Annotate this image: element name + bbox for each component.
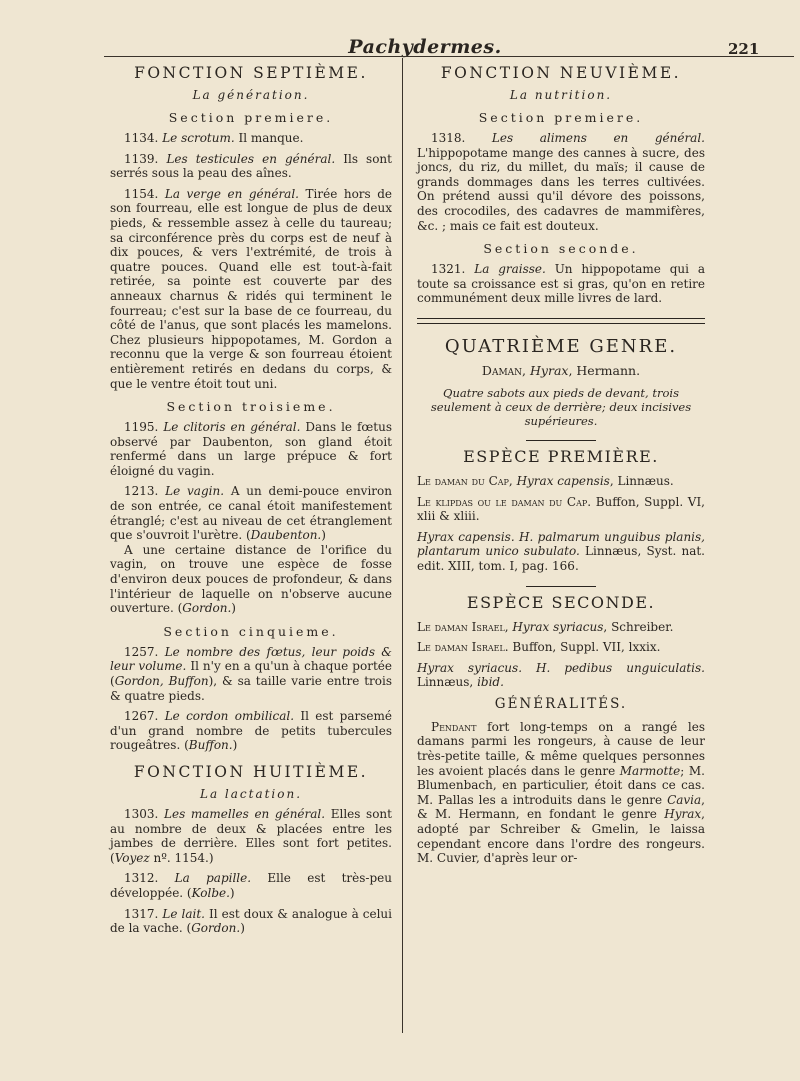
chapter-subtitle: La lactation. xyxy=(199,786,303,801)
species-heading: ESPÈCE PREMIÈRE. xyxy=(463,446,659,466)
column-divider xyxy=(402,58,403,1033)
generalities-text: Pendant fort long-temps on a rangé les damans parmi les rongeurs, à cause de leur très-petite taille, & même quelques personnes les avoient placés dans le genre Marmotte; M. Blumenbach, en particulier, étoit dans ce cas. M. Pallas les a introduits dans le genre Cavia, & M. Hermann, en fondant le genre Hyrax, adopté par Schreiber & Gmelin, le laissa cependant encore dans l'ordre des rongeurs. M. Cuvier, d'après leur or- xyxy=(417,719,705,866)
genus-description: Quatre sabots aux pieds de devant, trois seulement à ceux de derrière; deux incisives supérieures. xyxy=(430,385,692,428)
section-heading: Section premiere. xyxy=(478,110,644,125)
species-name: Le daman du Cap, Hyrax capensis, Linnæus. xyxy=(417,473,674,488)
genus-rule xyxy=(417,318,705,324)
species-heading: ESPÈCE SECONDE. xyxy=(466,592,656,612)
entry-1154: 1154. La verge en général. Tirée hors de son fourreau, elle est longue de plus de deux pieds, & ressemble assez à celle du taureau; sa circonférence près du corps est de neuf à dix pouces, & vers l'extrémité, de trois à quatre pouces. Quand elle est tout-à-fait retirée, sa pointe est couverte par des anneaux charnus & ridés qui terminent le fourreau; c'est sur la base de ce fourreau, du côté de l'anus, que sont placés les mamelons. Chez plusieurs hippopotames, M. Gordon a reconnu que la verge & son fourreau étoient entièrement retirés en dedans du corps, & que le ventre étoit tout uni. xyxy=(110,186,392,391)
section-heading: Section premiere. xyxy=(168,110,334,125)
generalities-heading: GÉNÉRALITÉS. xyxy=(494,695,628,712)
right-column xyxy=(417,64,705,872)
entry-1213: 1213. Le vagin. A un demi-pouce environ de son entrée, ce canal étoit manifestement étranglé; c'est au niveau de cet étranglement que s'ouvroit l'urètre. (Daubenton.) xyxy=(110,484,392,543)
entry-1139: 1139. Les testicules en général. Ils sont serrés sous la peau des aînes. xyxy=(110,151,392,181)
header-rule xyxy=(104,56,794,57)
entry-1312: 1312. La papille. Elle est très-peu développée. (Kolbe.) xyxy=(110,871,392,900)
entry-1134: 1134. Le scrotum. Il manque. xyxy=(124,131,304,145)
genus-name: Daman, Hyrax, Hermann. xyxy=(481,362,641,378)
chapter-subtitle: La nutrition. xyxy=(509,88,613,102)
entry-1267: 1267. Le cordon ombilical. Il est parsemé d'un grand nombre de petits tubercules rougeâtres. (Buffon.) xyxy=(110,709,392,753)
entry-1213-continued: A une certaine distance de l'orifice du vagin, on trouve une espèce de fosse d'environ deux pouces de profondeur, & dans l'intérieur de laquelle on n'observe aucune ouverture. (Gordon.) xyxy=(110,542,392,616)
species-rule xyxy=(526,586,596,587)
species-synonym: Hyrax capensis. H. palmarum unguibus planis, plantarum unico subulato. Linnæus, Syst. nat. edit. XIII, tom. I, pag. 166. xyxy=(417,529,705,573)
chapter-heading: FONCTION HUITIÈME. xyxy=(133,762,369,781)
entry-1195: 1195. Le clitoris en général. Dans le fœtus observé par Daubenton, son gland étoit renfermé dans un large prépuce & fort éloigné du vagin. xyxy=(110,420,392,478)
running-header: Pachydermes. xyxy=(348,36,502,58)
species-synonym: Le klipdas ou le daman du Cap. Buffon, Suppl. VI, xlii & xliii. xyxy=(417,494,706,524)
page-number: 221 xyxy=(728,40,760,58)
section-heading: Section cinquieme. xyxy=(163,623,339,639)
entry-1257: 1257. Le nombre des fœtus, leur poids & leur volume. Il n'y en a qu'un à chaque portée (Gordon, Buffon), & sa taille varie entre trois & quatre pieds. xyxy=(110,644,392,703)
section-heading: Section seconde. xyxy=(483,241,639,257)
entry-1321: 1321. La graisse. Un hippopotame qui a toute sa croissance est si gras, qu'on en retire communément deux mille livres de lard. xyxy=(417,262,705,306)
left-column xyxy=(110,64,392,942)
species-rule xyxy=(526,440,596,441)
entry-1318: 1318. Les alimens en général. L'hippopotame mange des cannes à sucre, des joncs, du riz, du millet, du maïs; il cause de grands dommages dans les terres cultivées. On prétend aussi qu'il dévore des poissons, des crocodiles, des cadavres de mammifères, &c. ; mais ce fait est douteux. xyxy=(417,131,705,233)
species-synonym: Hyrax syriacus. H. pedibus unguiculatis. Linnæus, ibid. xyxy=(417,660,705,690)
entry-1317: 1317. Le lait. Il est doux & analogue à celui de la vache. (Gordon.) xyxy=(110,906,392,936)
section-heading: Section troisieme. xyxy=(166,399,336,415)
species-name: Le daman Israel, Hyrax syriacus, Schreiber. xyxy=(417,619,674,634)
chapter-heading: FONCTION NEUVIÈME. xyxy=(440,64,682,82)
genus-heading: QUATRIÈME GENRE. xyxy=(444,335,678,357)
species-synonym: Le daman Israel. Buffon, Suppl. VII, lxxix. xyxy=(417,640,661,655)
entry-1303: 1303. Les mamelles en général. Elles sont au nombre de deux & placées entre les jambes de derrière. Elles sont fort petites. (Voyez nº. 1154.) xyxy=(110,806,392,865)
chapter-subtitle: La génération. xyxy=(192,88,310,102)
chapter-heading: FONCTION SEPTIÈME. xyxy=(134,64,368,82)
